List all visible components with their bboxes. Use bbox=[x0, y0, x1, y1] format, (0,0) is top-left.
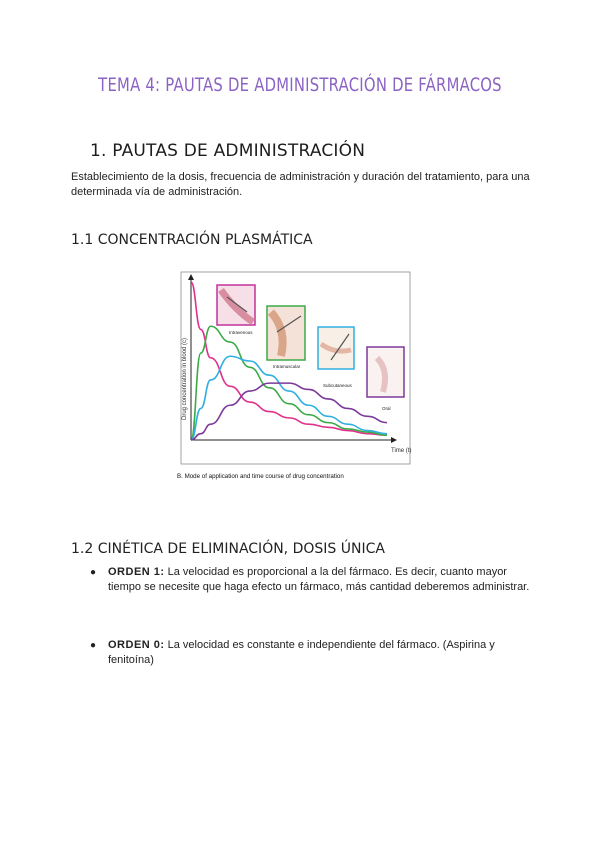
bullet-text: La velocidad es proporcional a la del fármaco. Es decir, cuanto mayor tiempo se necesite que haga efecto un fármaco, más cantidad deberemos administrar. bbox=[108, 566, 530, 593]
bullet-text: La velocidad es constante e independiente del fármaco. (Aspirina y fenitoína) bbox=[108, 639, 495, 666]
bullet-label: ORDEN 0: bbox=[108, 639, 165, 651]
concentration-chart bbox=[177, 270, 413, 486]
route-label-sc: Subcutaneous bbox=[323, 383, 352, 388]
list-item-orden-1 bbox=[90, 565, 538, 595]
section-paragraph: Establecimiento de la dosis, frecuencia de administración y duración del tratamiento, para una determinada vía de administración. bbox=[71, 171, 530, 198]
list-item-orden-0 bbox=[90, 638, 538, 668]
y-axis-label: Drug concentration in blood (c) bbox=[182, 337, 188, 420]
route-label-oral: Oral bbox=[382, 406, 391, 411]
figure-caption: B. Mode of application and time course of drug concentration bbox=[177, 473, 344, 480]
route-label-im: Intramuscular bbox=[273, 364, 301, 369]
x-axis-label: Time (t) bbox=[391, 448, 412, 454]
section-heading-pautas: 1. PAUTAS DE ADMINISTRACIÓN bbox=[90, 141, 366, 161]
page-title: TEMA 4: PAUTAS DE ADMINISTRACIÓN DE FÁRMACOS bbox=[98, 74, 502, 96]
bullet-dot: ● bbox=[90, 640, 97, 651]
bullet-label: ORDEN 1: bbox=[108, 566, 165, 578]
section-heading-cinetica: 1.2 CINÉTICA DE ELIMINACIÓN, DOSIS ÚNICA bbox=[71, 541, 385, 557]
bullet-dot: ● bbox=[90, 567, 97, 578]
route-label-iv: Intravenous bbox=[229, 330, 253, 335]
intramuscular-illustration bbox=[267, 306, 305, 369]
section-heading-concentracion: 1.1 CONCENTRACIÓN PLASMÁTICA bbox=[71, 232, 313, 248]
concentration-figure bbox=[177, 270, 413, 486]
